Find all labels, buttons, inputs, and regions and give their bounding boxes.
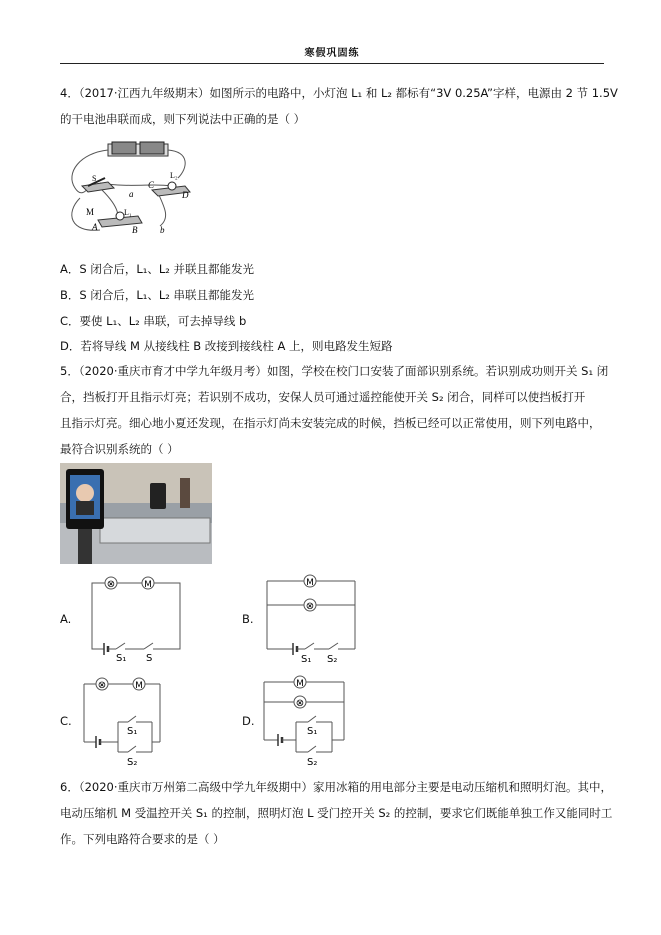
page-header-title: 寒假巩固练	[304, 48, 360, 59]
q4-label-l1: L₁	[124, 208, 132, 217]
motor-symbol: M	[135, 681, 143, 691]
motor-symbol: M	[306, 578, 314, 588]
q4-option-d: D．若将导线 M 从接线柱 B 改接到接线柱 A 上，则电路发生短路	[60, 339, 393, 353]
q6-stem-line-2: 电动压缩机 M 受温控开关 S₁ 的控制，照明灯泡 L 受门控开关 S₂ 的控制，要求它们既能单独工作又能同时工	[60, 806, 613, 820]
q5-a-s-label: S	[146, 653, 153, 664]
q5-option-d-letter: D.	[242, 714, 255, 728]
q4-circuit-figure	[60, 138, 210, 243]
face-recognition-gate-photo	[60, 463, 212, 564]
q4-option-a: A．S 闭合后，L₁、L₂ 并联且都能发光	[60, 262, 255, 276]
q5-b-s2-label: S₂	[327, 654, 338, 665]
q4-stem-line-1: 4．（2017·江西九年级期末）如图所示的电路中，小灯泡 L₁ 和 L₂ 都标有“3V 0.25A”字样，电源由 2 节 1.5V	[60, 86, 618, 100]
q5-option-a-circuit	[90, 575, 185, 664]
q4-option-b: B．S 闭合后，L₁、L₂ 串联且都能发光	[60, 288, 255, 302]
q4-label-a-terminal: A	[92, 222, 98, 232]
q5-d-s1-label: S₁	[307, 726, 318, 737]
motor-symbol: M	[296, 679, 304, 689]
q4-label-s: S	[92, 174, 97, 183]
q5-option-a-letter: A.	[60, 612, 72, 626]
q4-label-m: M	[86, 207, 95, 217]
q5-option-d-circuit	[262, 676, 352, 771]
q5-b-s1-label: S₁	[301, 654, 312, 665]
q5-stem-line-4: 最符合识别系统的（ ）	[60, 442, 179, 456]
q5-option-c-letter: C.	[60, 714, 72, 728]
q4-label-b: b	[160, 225, 165, 235]
lamp-icon: ⊗	[97, 680, 107, 691]
q4-stem-line-2: 的干电池串联而成，则下列说法中正确的是（ ）	[60, 112, 306, 126]
lamp-icon: ⊗	[106, 579, 116, 590]
q4-label-d: D	[182, 190, 189, 200]
q4-label-b-terminal: B	[132, 225, 138, 235]
q6-stem-line-1: 6．（2020·重庆市万州第二高级中学九年级期中）家用冰箱的用电部分主要是电动压缩机和照明灯泡。其中，	[60, 780, 612, 794]
q5-stem-line-1: 5．（2020·重庆市育才中学九年级月考）如图，学校在校门口安装了面部识别系统。若识别成功则开关 S₁ 闭	[60, 364, 609, 378]
q4-option-c: C．要使 L₁、L₂ 串联，可去掉导线 b	[60, 314, 247, 328]
q5-option-c-circuit	[80, 676, 170, 771]
header-rule	[60, 63, 604, 64]
motor-symbol: M	[144, 580, 152, 590]
lamp-icon: ⊗	[305, 601, 315, 612]
q5-stem-line-3: 且指示灯亮。细心地小夏还发现，在指示灯尚未安装完成的时候，挡板已经可以正常使用，则下列电路中，	[60, 416, 601, 430]
q6-stem-line-3: 作。下列电路符合要求的是（ ）	[60, 832, 225, 846]
q5-option-b-circuit	[265, 575, 360, 665]
q5-c-s1-label: S₁	[127, 726, 138, 737]
q5-stem-line-2: 合，挡板打开且指示灯亮；若识别不成功，安保人员可通过遥控能使开关 S₂ 闭合，同样可以使挡板打开	[60, 390, 586, 404]
q4-label-a: a	[129, 189, 134, 199]
q5-d-s2-label: S₂	[307, 757, 318, 768]
q5-c-s2-label: S₂	[127, 757, 138, 768]
q4-label-l2: L₂	[170, 171, 178, 180]
lamp-icon: ⊗	[295, 698, 305, 709]
q4-label-c: C	[148, 180, 155, 190]
q5-a-s1-label: S₁	[116, 653, 127, 664]
q5-option-b-letter: B.	[242, 612, 254, 626]
